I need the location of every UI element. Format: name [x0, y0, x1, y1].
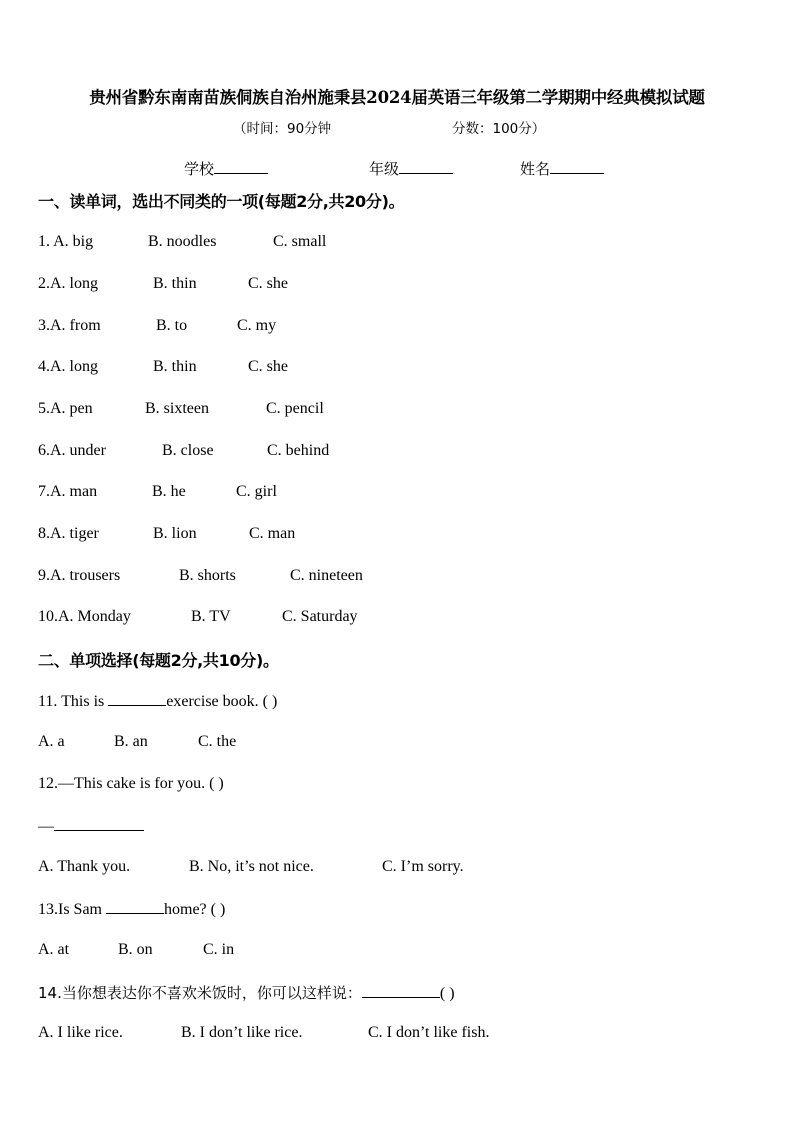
- option-c: C. in: [203, 941, 235, 958]
- exam-score: 分数：100分）: [452, 121, 546, 137]
- q13-stem: 13.Is Sam: [38, 901, 106, 918]
- exam-time: （时间：90分钟: [233, 121, 332, 137]
- option-b: B. I don’t like rice.: [181, 1024, 303, 1041]
- q11-stem-end: exercise book. ( ): [166, 693, 278, 710]
- option-c: C. man: [249, 525, 296, 542]
- question-11: [38, 691, 277, 711]
- option-a: 4.A. long: [38, 358, 98, 375]
- section-1-heading: 一、读单词，选出不同类的一项(每题2分,共20分)。: [38, 192, 405, 211]
- option-b: B. sixteen: [145, 400, 209, 417]
- name-label: 姓名: [520, 160, 551, 178]
- option-a: A. Thank you.: [38, 858, 131, 875]
- section-2-heading: 二、单项选择(每题2分,共10分)。: [38, 651, 279, 670]
- option-c: C. pencil: [266, 400, 324, 417]
- option-a: 9.A. trousers: [38, 567, 121, 584]
- q12-blank[interactable]: [54, 816, 144, 831]
- option-a: 6.A. under: [38, 442, 106, 459]
- grade-field: [369, 158, 453, 179]
- option-a: 1. A. big: [38, 233, 94, 250]
- q11-stem: 11. This is: [38, 693, 109, 710]
- q13-blank[interactable]: [106, 899, 164, 914]
- option-b: B. lion: [153, 525, 197, 542]
- option-b: B. an: [114, 733, 148, 750]
- option-a: 8.A. tiger: [38, 525, 99, 542]
- name-blank[interactable]: [550, 159, 604, 174]
- option-a: 10.A. Monday: [38, 608, 131, 625]
- question-13: [38, 899, 225, 919]
- q12-dash: —: [38, 818, 54, 835]
- option-b: B. TV: [191, 608, 231, 625]
- option-b: B. on: [118, 941, 153, 958]
- option-c: C. the: [198, 733, 237, 750]
- q14-stem-end: ( ): [439, 985, 455, 1002]
- option-a: A. a: [38, 733, 65, 750]
- option-a: 5.A. pen: [38, 400, 93, 417]
- option-b: B. thin: [153, 275, 197, 292]
- option-b: B. he: [152, 483, 186, 500]
- option-c: C. I don’t like fish.: [368, 1024, 490, 1041]
- option-b: B. to: [156, 317, 188, 334]
- name-field: [520, 158, 604, 179]
- option-a: 7.A. man: [38, 483, 98, 500]
- question-14: [38, 982, 455, 1003]
- option-c: C. she: [248, 358, 288, 375]
- option-c: C. nineteen: [290, 567, 363, 584]
- exam-title: 贵州省黔东南南苗族侗族自治州施秉县2024届英语三年级第二学期期中经典模拟试题: [89, 88, 705, 107]
- option-a: 2.A. long: [38, 275, 98, 292]
- option-c: C. my: [237, 317, 277, 334]
- option-a: 3.A. from: [38, 317, 101, 334]
- option-c: C. small: [273, 233, 327, 250]
- question-12: 12.—This cake is for you. ( ): [38, 775, 224, 792]
- q14-stem: 14.当你想表达你不喜欢米饭时，你可以这样说：: [38, 984, 362, 1002]
- option-c: C. girl: [236, 483, 277, 500]
- option-b: B. No, it’s not nice.: [189, 858, 314, 875]
- option-b: B. shorts: [179, 567, 236, 584]
- option-a: A. I like rice.: [38, 1024, 123, 1041]
- option-c: C. Saturday: [282, 608, 358, 625]
- option-b: B. close: [162, 442, 214, 459]
- school-field: [184, 158, 268, 179]
- option-a: A. at: [38, 941, 70, 958]
- option-b: B. noodles: [148, 233, 217, 250]
- q12-response: [38, 816, 144, 836]
- option-c: C. she: [248, 275, 288, 292]
- option-b: B. thin: [153, 358, 197, 375]
- q13-stem-end: home? ( ): [164, 901, 226, 918]
- q11-blank[interactable]: [108, 691, 166, 706]
- school-label: 学校: [184, 160, 215, 178]
- grade-blank[interactable]: [399, 159, 453, 174]
- q14-blank[interactable]: [362, 983, 440, 998]
- option-c: C. I’m sorry.: [382, 858, 464, 875]
- option-c: C. behind: [267, 442, 330, 459]
- grade-label: 年级: [369, 160, 400, 178]
- school-blank[interactable]: [214, 159, 268, 174]
